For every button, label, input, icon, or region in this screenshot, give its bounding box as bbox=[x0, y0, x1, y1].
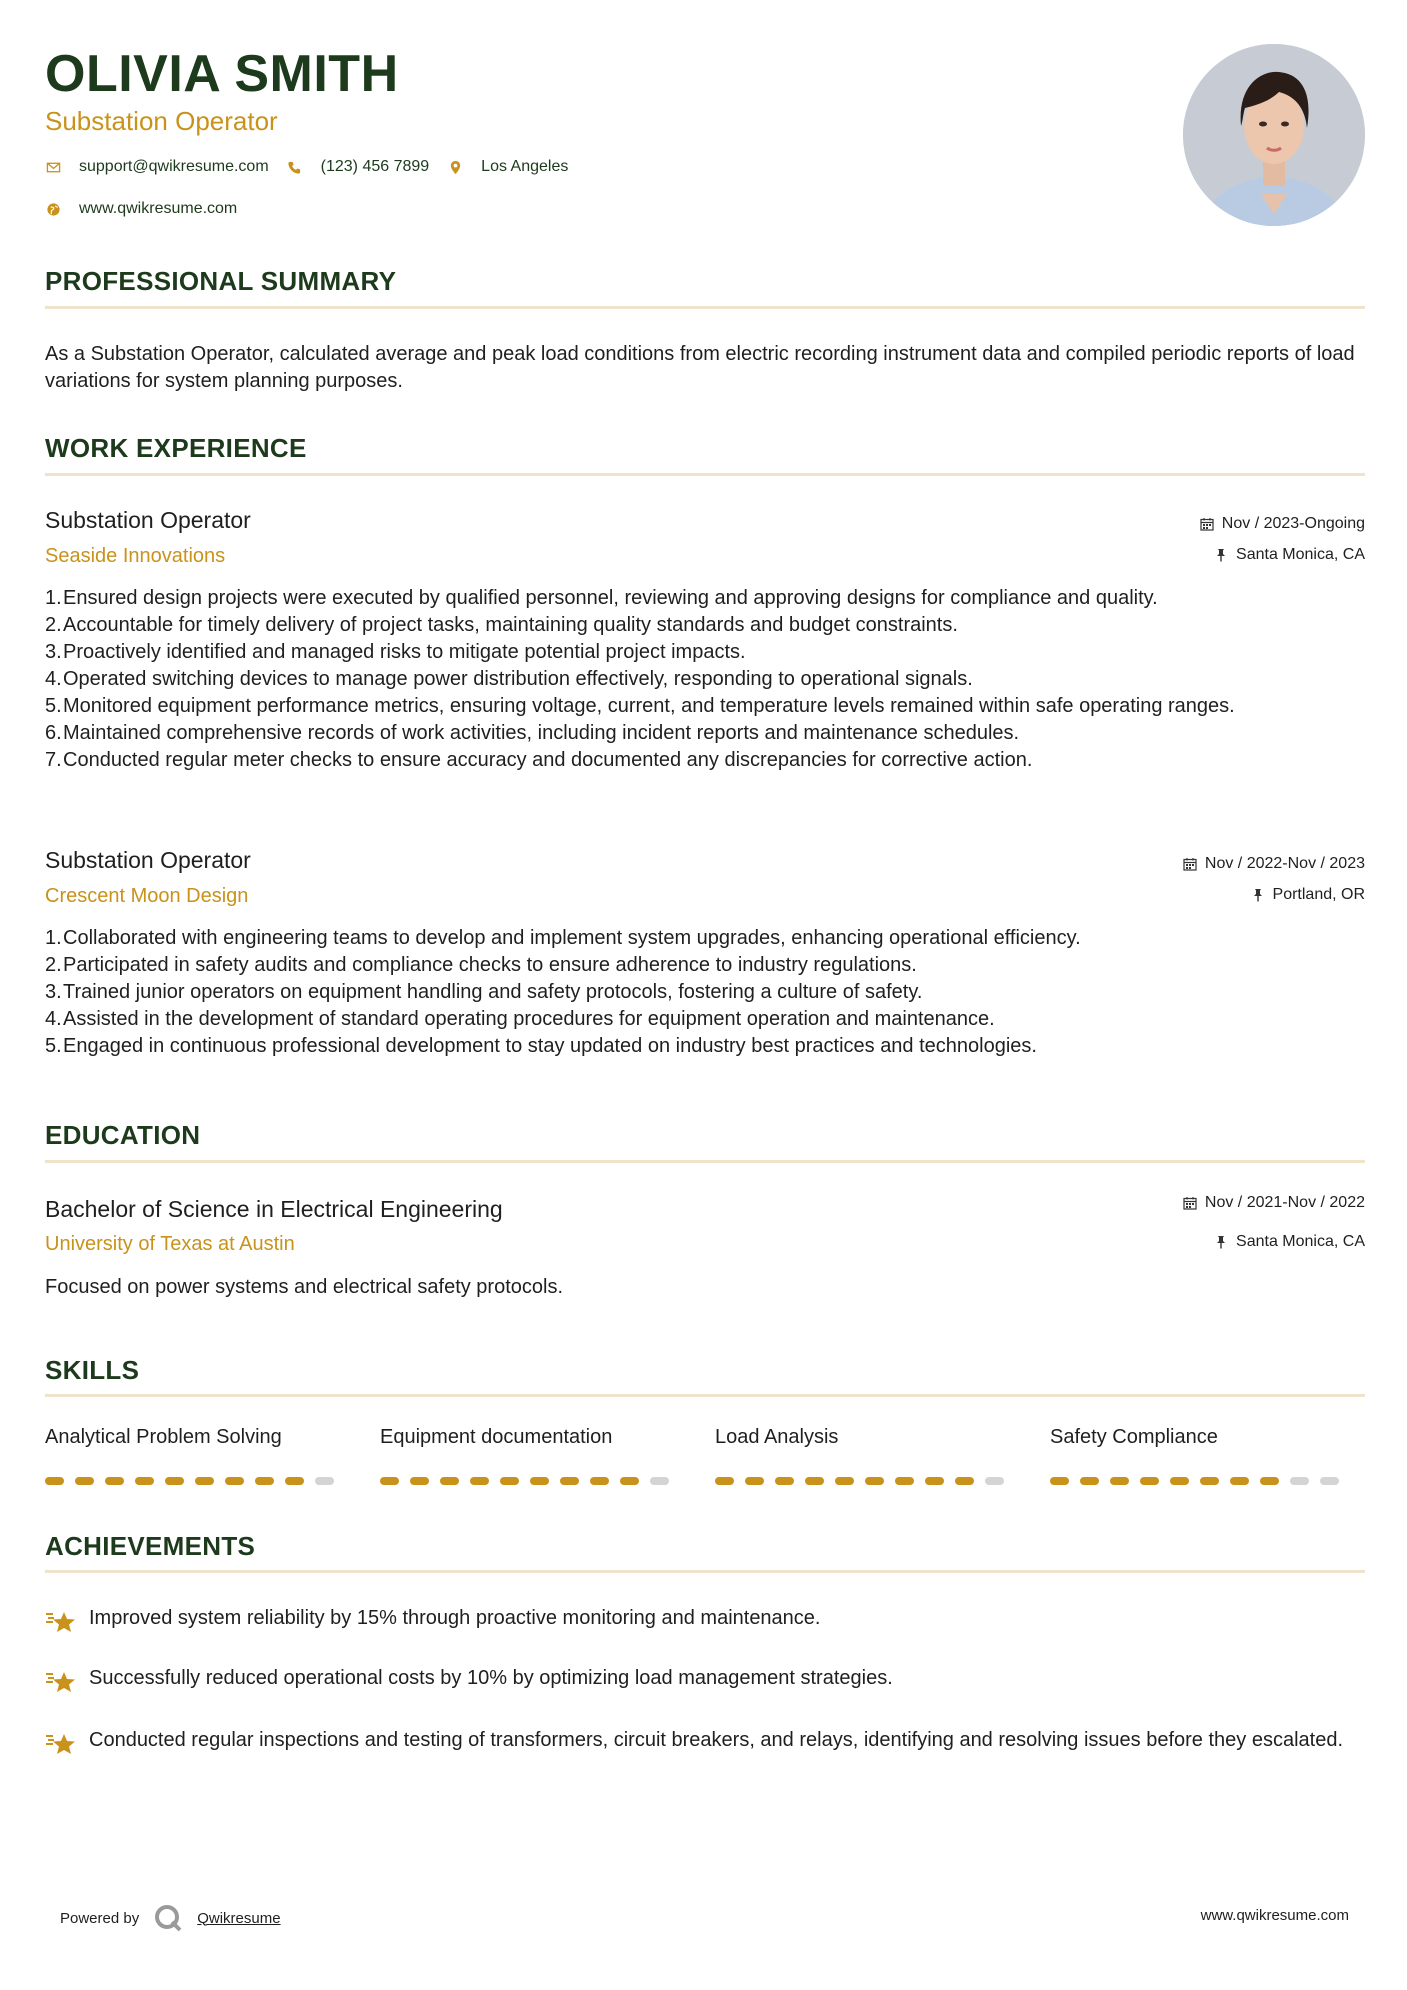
rating-dot-filled bbox=[835, 1477, 854, 1485]
email-item[interactable] bbox=[45, 158, 269, 176]
job-location bbox=[1251, 886, 1365, 904]
rating-dot-filled bbox=[165, 1477, 184, 1485]
job-location bbox=[1214, 546, 1365, 564]
map-pin-icon bbox=[447, 159, 463, 175]
list-item: 3. Proactively identified and managed risks to mitigate potential project impacts. bbox=[45, 641, 746, 663]
education-school: University of Texas at Austin bbox=[45, 1233, 295, 1255]
rating-dot-filled bbox=[105, 1477, 124, 1485]
rating-dot-filled bbox=[590, 1477, 609, 1485]
education-location-text: Santa Monica, CA bbox=[1236, 1233, 1365, 1250]
section-divider bbox=[45, 1570, 1365, 1573]
calendar-icon bbox=[1183, 1196, 1197, 1210]
rating-dot-filled bbox=[285, 1477, 304, 1485]
job-location-text: Portland, OR bbox=[1272, 886, 1365, 903]
powered-by-label: Powered by bbox=[60, 1909, 140, 1927]
rating-dot-empty bbox=[985, 1477, 1004, 1485]
job-date-text: Nov / 2023-Ongoing bbox=[1221, 515, 1365, 532]
rating-dot-filled bbox=[380, 1477, 399, 1485]
skill-item bbox=[380, 1426, 715, 1485]
rating-dot-filled bbox=[225, 1477, 244, 1485]
candidate-title: Substation Operator bbox=[45, 106, 278, 136]
star-icon bbox=[45, 1665, 89, 1704]
education-location bbox=[1214, 1233, 1365, 1251]
list-item: 4. Assisted in the development of standard operating procedures for equipment operation and maintenance. bbox=[45, 1008, 995, 1030]
qwikresume-logo-icon bbox=[153, 1903, 183, 1933]
star-icon bbox=[45, 1727, 89, 1766]
rating-dot-filled bbox=[530, 1477, 549, 1485]
phone-icon bbox=[287, 159, 303, 175]
list-item: 6. Maintained comprehensive records of work activities, including incident reports and maintenance schedules. bbox=[45, 722, 1020, 744]
email-text: support@qwikresume.com bbox=[79, 158, 269, 175]
rating-dot-filled bbox=[1200, 1477, 1219, 1485]
globe-icon bbox=[45, 201, 61, 217]
education-degree: Bachelor of Science in Electrical Engineering bbox=[45, 1196, 503, 1222]
skills-list bbox=[45, 1426, 1385, 1485]
list-item: 1. Collaborated with engineering teams to develop and implement system upgrades, enhancing operational efficiency. bbox=[45, 927, 1081, 949]
rating-dot-filled bbox=[135, 1477, 154, 1485]
phone-text: (123) 456 7899 bbox=[320, 158, 430, 175]
rating-dot-filled bbox=[895, 1477, 914, 1485]
rating-dot-empty bbox=[1320, 1477, 1339, 1485]
summary-text: As a Substation Operator, calculated average and peak load conditions from electric recording instrument data and compiled periodic reports of load variations for system planning purposes. bbox=[45, 343, 1355, 392]
rating-dot-filled bbox=[440, 1477, 459, 1485]
skill-rating bbox=[380, 1477, 715, 1485]
skill-item bbox=[1050, 1426, 1385, 1485]
star-icon bbox=[45, 1605, 89, 1644]
achievement-item bbox=[45, 1665, 1365, 1704]
rating-dot-filled bbox=[620, 1477, 639, 1485]
footer-branding bbox=[60, 1903, 281, 1933]
location-text: Los Angeles bbox=[481, 158, 569, 175]
skills-heading: SKILLS bbox=[45, 1355, 140, 1385]
rating-dot-filled bbox=[1140, 1477, 1159, 1485]
qwikresume-link[interactable]: Qwikresume bbox=[197, 1909, 281, 1927]
achievement-text: Successfully reduced operational costs by 10% by optimizing load management strategies. bbox=[89, 1667, 893, 1689]
rating-dot-filled bbox=[805, 1477, 824, 1485]
list-item: 2. Accountable for timely delivery of project tasks, maintaining quality standards and budget constraints. bbox=[45, 614, 958, 636]
rating-dot-filled bbox=[775, 1477, 794, 1485]
rating-dot-filled bbox=[45, 1477, 64, 1485]
rating-dot-filled bbox=[560, 1477, 579, 1485]
skill-rating bbox=[715, 1477, 1050, 1485]
rating-dot-empty bbox=[1290, 1477, 1309, 1485]
rating-dot-filled bbox=[1080, 1477, 1099, 1485]
education-heading: EDUCATION bbox=[45, 1120, 201, 1150]
phone-item[interactable] bbox=[287, 158, 430, 176]
job-title: Substation Operator bbox=[45, 507, 251, 533]
website-text: www.qwikresume.com bbox=[79, 200, 238, 217]
list-item: 7. Conducted regular meter checks to ensure accuracy and documented any discrepancies for corrective action. bbox=[45, 749, 1033, 771]
achievement-text: Conducted regular inspections and testing of transformers, circuit breakers, and relays, identifying and resolving issues before they escalated. bbox=[89, 1729, 1344, 1751]
pushpin-icon bbox=[1214, 548, 1228, 562]
list-item: 4. Operated switching devices to manage power distribution effectively, responding to operational signals. bbox=[45, 668, 973, 690]
rating-dot-filled bbox=[865, 1477, 884, 1485]
list-item: 5. Engaged in continuous professional development to stay updated on industry best practices and technologies. bbox=[45, 1035, 1037, 1057]
rating-dot-filled bbox=[1170, 1477, 1189, 1485]
list-item: 1. Ensured design projects were executed by qualified personnel, reviewing and approving designs for compliance and quality. bbox=[45, 587, 1158, 609]
rating-dot-filled bbox=[410, 1477, 429, 1485]
achievement-item bbox=[45, 1727, 1365, 1766]
job-date-text: Nov / 2022-Nov / 2023 bbox=[1204, 855, 1365, 872]
skill-name: Equipment documentation bbox=[380, 1426, 613, 1448]
envelope-icon bbox=[45, 159, 61, 175]
skill-rating bbox=[45, 1477, 380, 1485]
job-title: Substation Operator bbox=[45, 847, 251, 873]
rating-dot-filled bbox=[470, 1477, 489, 1485]
rating-dot-filled bbox=[195, 1477, 214, 1485]
skill-name: Analytical Problem Solving bbox=[45, 1426, 282, 1448]
list-item: 3. Trained junior operators on equipment handling and safety protocols, fostering a culture of safety. bbox=[45, 981, 923, 1003]
skill-item bbox=[715, 1426, 1050, 1485]
calendar-icon bbox=[1183, 857, 1197, 871]
profile-photo bbox=[1183, 44, 1365, 226]
skill-rating bbox=[1050, 1477, 1385, 1485]
experience-heading: WORK EXPERIENCE bbox=[45, 433, 307, 463]
achievements-heading: ACHIEVEMENTS bbox=[45, 1531, 256, 1561]
achievement-text: Improved system reliability by 15% through proactive monitoring and maintenance. bbox=[89, 1607, 821, 1629]
job-date bbox=[1200, 515, 1365, 533]
education-description: Focused on power systems and electrical safety protocols. bbox=[45, 1276, 564, 1298]
education-date bbox=[1183, 1194, 1365, 1212]
skill-item bbox=[45, 1426, 380, 1485]
rating-dot-filled bbox=[1260, 1477, 1279, 1485]
summary-heading: PROFESSIONAL SUMMARY bbox=[45, 266, 397, 296]
job-bullets bbox=[45, 585, 1365, 774]
rating-dot-filled bbox=[1230, 1477, 1249, 1485]
section-divider bbox=[45, 473, 1365, 476]
candidate-name: OLIVIA SMITH bbox=[45, 45, 399, 103]
skill-name: Safety Compliance bbox=[1050, 1426, 1218, 1448]
skill-name: Load Analysis bbox=[715, 1426, 839, 1448]
calendar-icon bbox=[1200, 517, 1214, 531]
contact-row-1 bbox=[45, 158, 586, 176]
rating-dot-filled bbox=[925, 1477, 944, 1485]
section-divider bbox=[45, 1394, 1365, 1397]
section-divider bbox=[45, 1160, 1365, 1163]
contact-row-2 bbox=[45, 200, 255, 218]
rating-dot-filled bbox=[500, 1477, 519, 1485]
job-location-text: Santa Monica, CA bbox=[1236, 546, 1365, 563]
pushpin-icon bbox=[1251, 888, 1265, 902]
rating-dot-filled bbox=[715, 1477, 734, 1485]
footer-website[interactable]: www.qwikresume.com bbox=[1200, 1907, 1349, 1924]
section-divider bbox=[45, 306, 1365, 309]
job-company: Seaside Innovations bbox=[45, 545, 226, 567]
rating-dot-filled bbox=[1110, 1477, 1129, 1485]
pushpin-icon bbox=[1214, 1235, 1228, 1249]
job-bullets bbox=[45, 925, 1365, 1060]
rating-dot-filled bbox=[745, 1477, 764, 1485]
rating-dot-filled bbox=[255, 1477, 274, 1485]
website-item[interactable] bbox=[45, 200, 237, 218]
rating-dot-filled bbox=[1050, 1477, 1069, 1485]
rating-dot-filled bbox=[955, 1477, 974, 1485]
list-item: 5. Monitored equipment performance metrics, ensuring voltage, current, and temperature levels remained within safe operating ranges. bbox=[45, 695, 1235, 717]
job-date bbox=[1183, 855, 1365, 873]
list-item: 2. Participated in safety audits and compliance checks to ensure adherence to industry regulations. bbox=[45, 954, 917, 976]
rating-dot-empty bbox=[650, 1477, 669, 1485]
job-company: Crescent Moon Design bbox=[45, 885, 249, 907]
education-date-text: Nov / 2021-Nov / 2022 bbox=[1204, 1194, 1365, 1211]
achievement-item bbox=[45, 1605, 1365, 1644]
rating-dot-filled bbox=[75, 1477, 94, 1485]
location-item bbox=[447, 158, 568, 176]
rating-dot-empty bbox=[315, 1477, 334, 1485]
